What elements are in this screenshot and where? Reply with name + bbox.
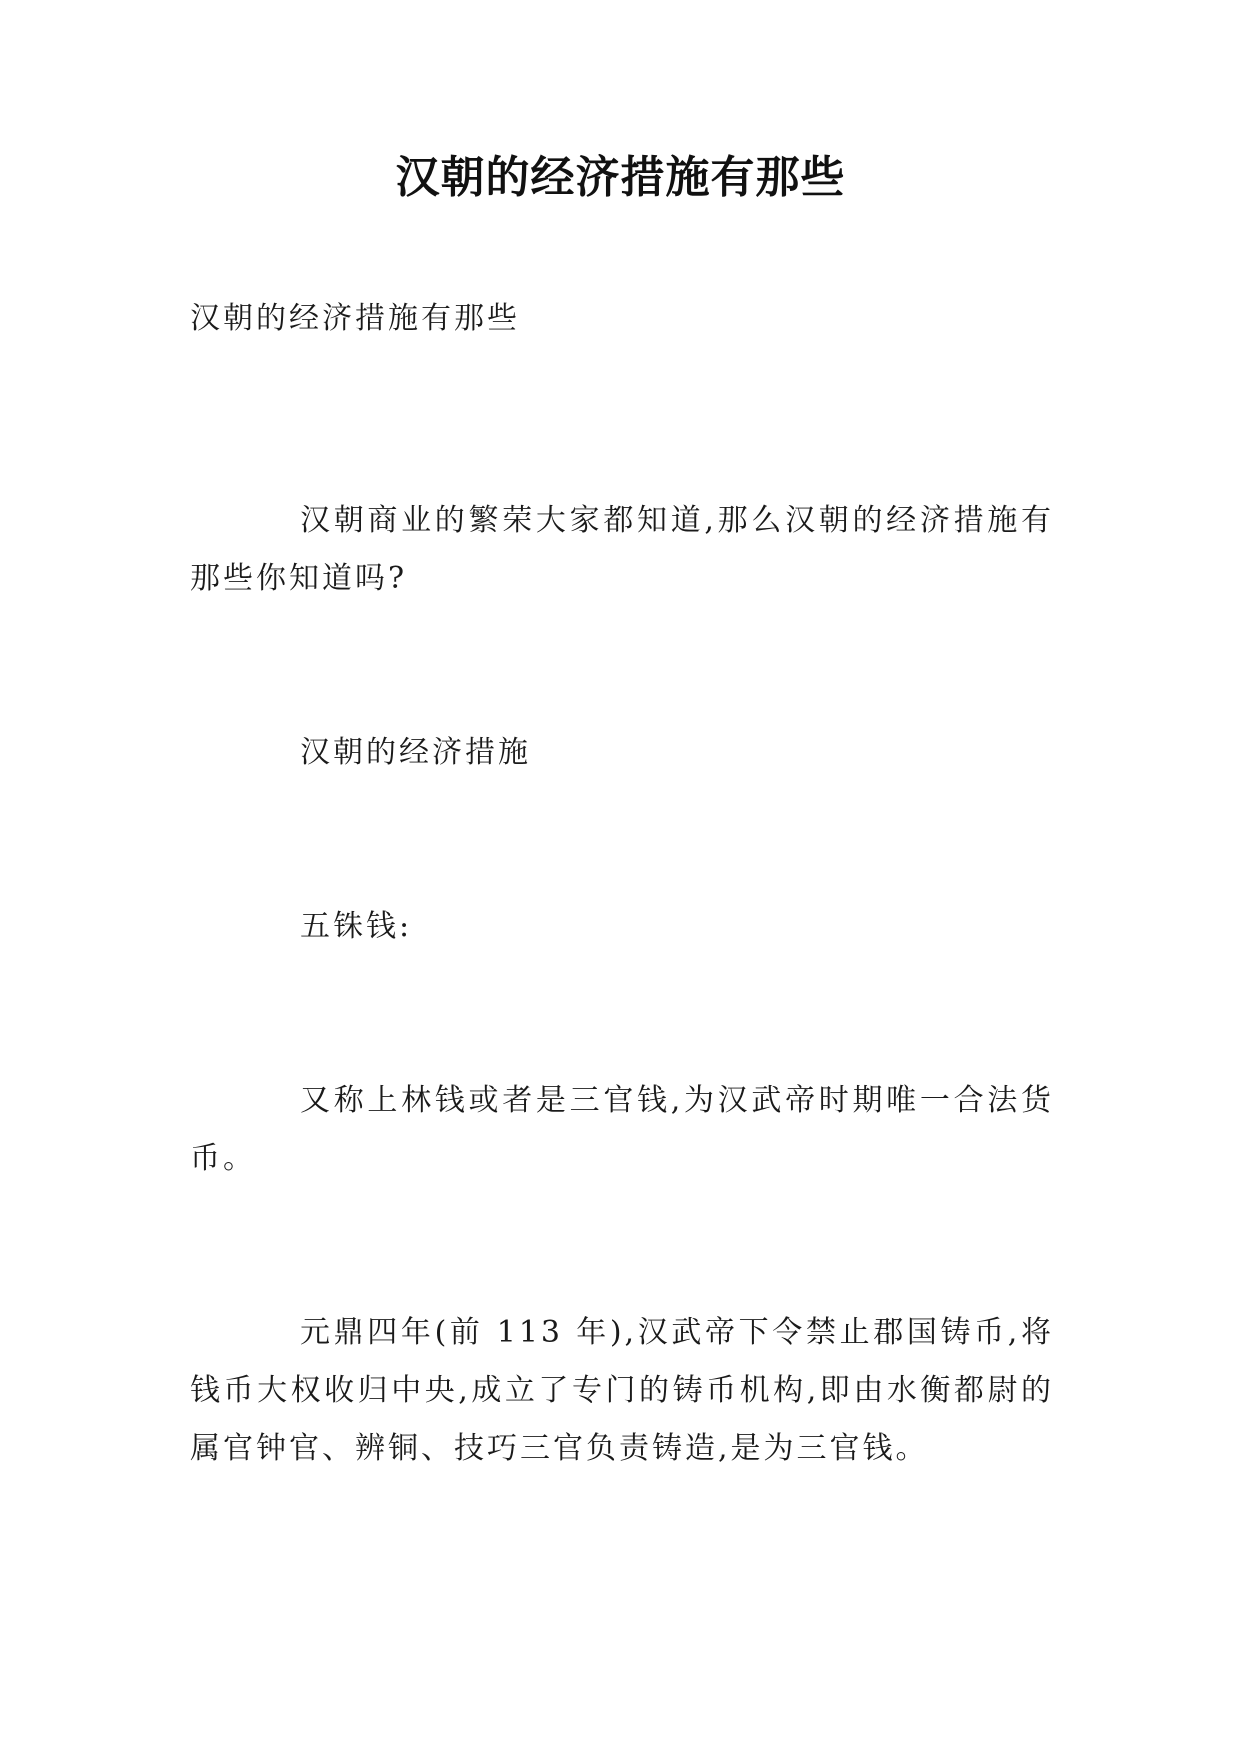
section-heading: 汉朝的经济措施	[300, 735, 531, 770]
paragraph-spacer	[190, 348, 1054, 464]
paragraph-spacer	[190, 464, 1054, 492]
document-body	[190, 290, 1054, 1478]
paragraph-spacer	[190, 956, 1054, 1072]
paragraph-coin-history: 元鼎四年(前 113 年),汉武帝下令禁止郡国铸币,将钱币大权收归中央,成立了专门的铸币机构,即由水衡都尉的属官钟官、辨铜、技巧三官负责铸造,是为三官钱。	[190, 1315, 1054, 1466]
paragraph-spacer	[190, 608, 1054, 724]
paragraph-spacer	[190, 782, 1054, 898]
subsection-heading: 五铢钱:	[300, 909, 413, 944]
paragraph-spacer	[190, 1188, 1054, 1304]
document-title: 汉朝的经济措施有那些	[395, 152, 846, 203]
paragraph-intro: 汉朝商业的繁荣大家都知道,那么汉朝的经济措施有那些你知道吗?	[190, 503, 1054, 596]
paragraph-subtitle: 汉朝的经济措施有那些	[190, 301, 520, 336]
paragraph-coin-description: 又称上林钱或者是三官钱,为汉武帝时期唯一合法货币。	[190, 1083, 1054, 1176]
